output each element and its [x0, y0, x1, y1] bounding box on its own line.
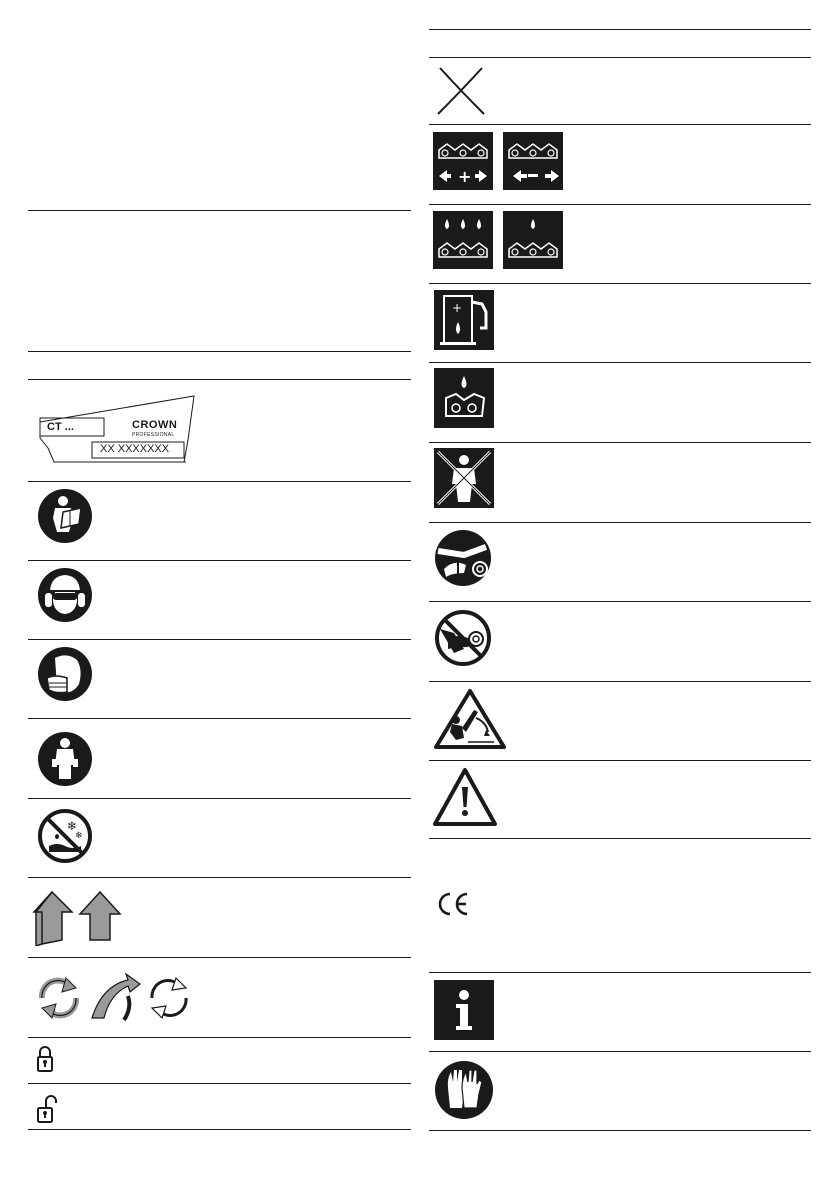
- divider: [429, 681, 811, 682]
- rotation-arrows-icons: [32, 972, 192, 1024]
- chain-oil-icon: [434, 368, 494, 428]
- gloves-icon: [434, 1060, 494, 1120]
- divider: [28, 379, 411, 380]
- divider: [28, 639, 411, 640]
- svg-text:❄: ❄: [67, 819, 78, 833]
- arrow-up-icons: [32, 888, 122, 946]
- divider: [429, 124, 811, 125]
- divider: [429, 760, 811, 761]
- svg-text:❄: ❄: [75, 831, 83, 841]
- divider: [429, 29, 811, 30]
- no-bystanders-icon: [434, 448, 494, 508]
- information-icon: [434, 980, 494, 1040]
- protective-clothing-icon: [37, 731, 93, 787]
- brand-sub-logo: PROFESSIONAL: [132, 432, 175, 438]
- chain-oil-drops-icons: [433, 211, 563, 269]
- lock-open-icon: [37, 1094, 59, 1124]
- divider: [28, 957, 411, 958]
- serial-label: XX XXXXXXX: [100, 443, 170, 455]
- head-eye-ear-protection-icon: [37, 567, 93, 623]
- chain-tension-icons: [433, 132, 563, 190]
- divider: [429, 1130, 811, 1131]
- divider: [429, 362, 811, 363]
- divider: [28, 1083, 411, 1084]
- divider: [28, 481, 411, 482]
- divider: [28, 351, 411, 352]
- divider: [28, 798, 411, 799]
- divider: [429, 838, 811, 839]
- divider: [28, 718, 411, 719]
- divider: [28, 1037, 411, 1038]
- divider: [429, 972, 811, 973]
- dust-mask-icon: [37, 646, 93, 702]
- two-hand-grip-icon: [434, 529, 492, 587]
- divider: [429, 204, 811, 205]
- rating-plate: [36, 390, 196, 470]
- divider: [429, 57, 811, 58]
- no-rain-snow-icon: [37, 808, 93, 864]
- svg-text:+: +: [452, 301, 463, 315]
- divider: [28, 560, 411, 561]
- svg-text:+: +: [458, 167, 472, 186]
- fuel-oil-mix-icon: [434, 290, 494, 350]
- ce-mark-icon: [434, 892, 470, 916]
- divider: [429, 1051, 811, 1052]
- cross-icon: [434, 64, 488, 118]
- divider: [28, 877, 411, 878]
- divider: [429, 442, 811, 443]
- read-manual-icon: [37, 488, 93, 544]
- general-warning-icon: [432, 767, 498, 827]
- divider: [28, 1129, 411, 1130]
- kickback-warning-icon: [434, 688, 506, 750]
- divider: [28, 210, 411, 211]
- lock-closed-icon: [37, 1045, 53, 1073]
- divider: [429, 601, 811, 602]
- divider: [429, 522, 811, 523]
- brand-logo: CROWN: [132, 419, 178, 431]
- no-one-hand-use-icon: [434, 609, 492, 667]
- model-label: CT ...: [47, 421, 74, 433]
- divider: [429, 283, 811, 284]
